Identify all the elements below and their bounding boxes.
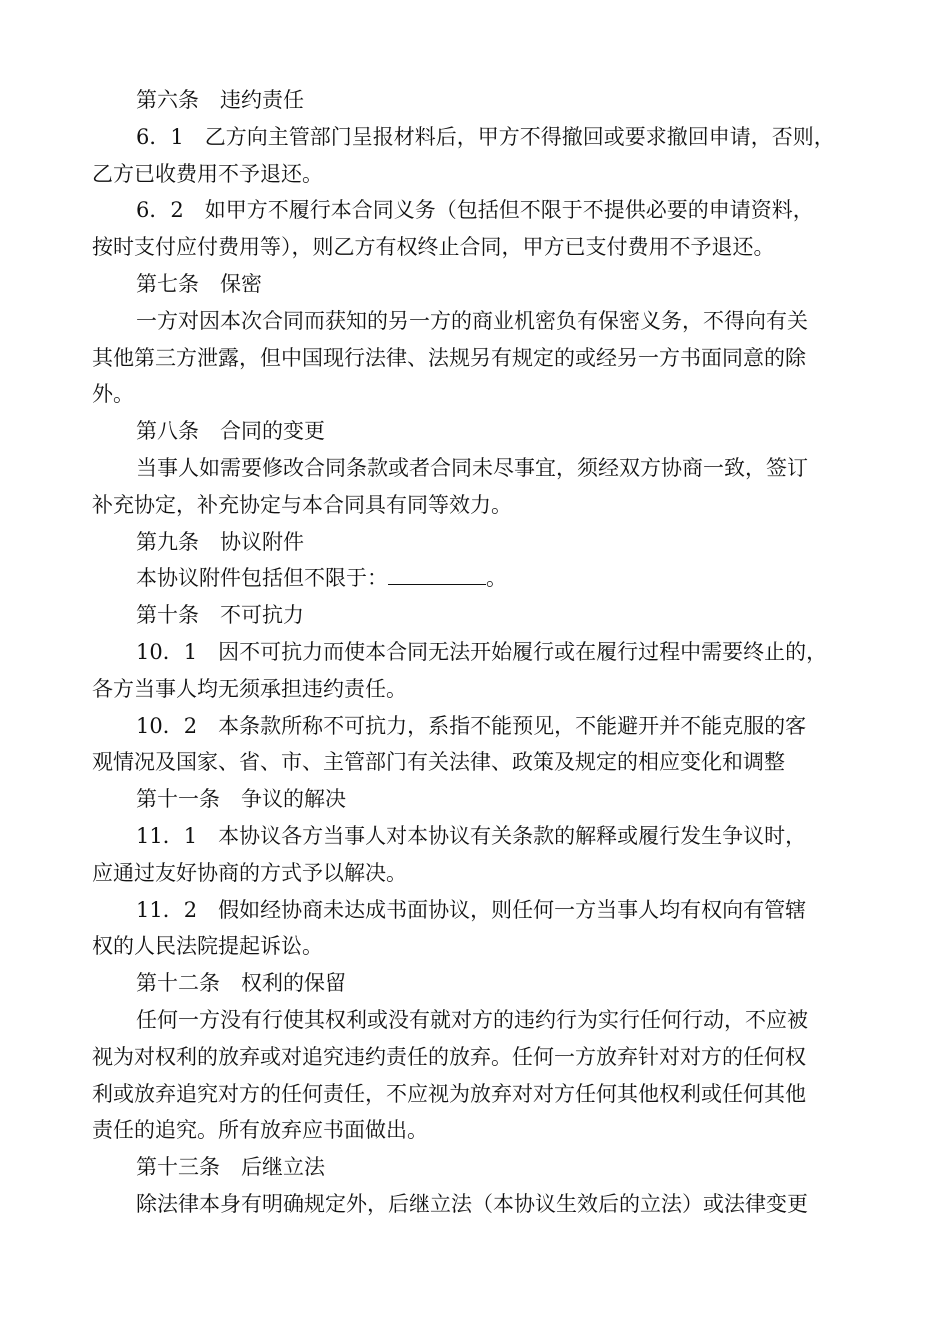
article-9-line-1 — [92, 560, 864, 597]
article-6-heading: 第六条 违约责任 — [136, 88, 304, 112]
clause-6-1-line-2: 乙方已收费用不予退还。 — [92, 161, 323, 186]
article-13-heading: 第十三条 后继立法 — [136, 1155, 325, 1180]
clause-10-1-line-2: 各方当事人均无须承担违约责任。 — [92, 676, 407, 701]
article-9-heading: 第九条 协议附件 — [136, 529, 304, 554]
attachment-label: 本协议附件包括但不限于： — [136, 566, 388, 591]
clause-11-1-line-1: 11．1 本协议各方当事人对本协议有关条款的解释或履行发生争议时， — [136, 823, 807, 848]
article-7-line-2: 其他第三方泄露，但中国现行法律、法规另有规定的或经另一方书面同意的除 — [92, 345, 806, 370]
article-12-line-4: 责任的追究。所有放弃应书面做出。 — [92, 1118, 428, 1143]
clause-10-2-line-1: 10．2 本条款所称不可抗力，系指不能预见，不能避开并不能克服的客 — [136, 713, 807, 738]
clause-11-1-line-2: 应通过友好协商的方式予以解决。 — [92, 860, 407, 885]
clause-6-2-line-1: 6．2 如甲方不履行本合同义务（包括但不限于不提供必要的申请资料， — [136, 198, 814, 223]
article-12-heading: 第十二条 权利的保留 — [136, 971, 346, 996]
clause-10-2-line-2: 观情况及国家、省、市、主管部门有关法律、政策及规定的相应变化和调整 — [92, 750, 785, 775]
clause-11-2-line-2: 权的人民法院提起诉讼。 — [92, 934, 323, 959]
article-10-heading: 第十条 不可抗力 — [136, 603, 304, 628]
article-12-line-2: 视为对权利的放弃或对追究违约责任的放弃。任何一方放弃针对对方的任何权 — [92, 1044, 806, 1069]
article-12-line-1: 任何一方没有行使其权利或没有就对方的违约行为实行任何行动，不应被 — [136, 1007, 808, 1032]
article-13-line-1: 除法律本身有明确规定外，后继立法（本协议生效后的立法）或法律变更 — [136, 1191, 808, 1216]
article-8-line-1: 当事人如需要修改合同条款或者合同未尽事宜，须经双方协商一致，签订 — [136, 455, 808, 480]
clause-10-1-line-1: 10．1 因不可抗力而使本合同无法开始履行或在履行过程中需要终止的， — [136, 639, 828, 664]
attachment-blank-field[interactable] — [388, 566, 486, 585]
clause-6-2-line-2: 按时支付应付费用等），则乙方有权终止合同，甲方已支付费用不予退还。 — [92, 235, 775, 260]
clause-11-2-line-1: 11．2 假如经协商未达成书面协议，则任何一方当事人均有权向有管辖 — [136, 897, 807, 922]
article-12-line-3: 利或放弃追究对方的任何责任，不应视为放弃对对方任何其他权利或任何其他 — [92, 1081, 806, 1106]
article-7-heading: 第七条 保密 — [136, 271, 262, 296]
article-8-line-2: 补充协定，补充协定与本合同具有同等效力。 — [92, 492, 512, 517]
attachment-period: 。 — [486, 566, 507, 591]
clause-6-1-line-1: 6．1 乙方向主管部门呈报材料后，甲方不得撤回或要求撤回申请，否则， — [136, 124, 835, 149]
article-8-heading: 第八条 合同的变更 — [136, 419, 325, 444]
document-body — [92, 82, 864, 1223]
article-7-line-1: 一方对因本次合同而获知的另一方的商业机密负有保密义务，不得向有关 — [136, 308, 808, 333]
article-7-line-3: 外。 — [92, 382, 134, 407]
article-11-heading: 第十一条 争议的解决 — [136, 787, 346, 812]
